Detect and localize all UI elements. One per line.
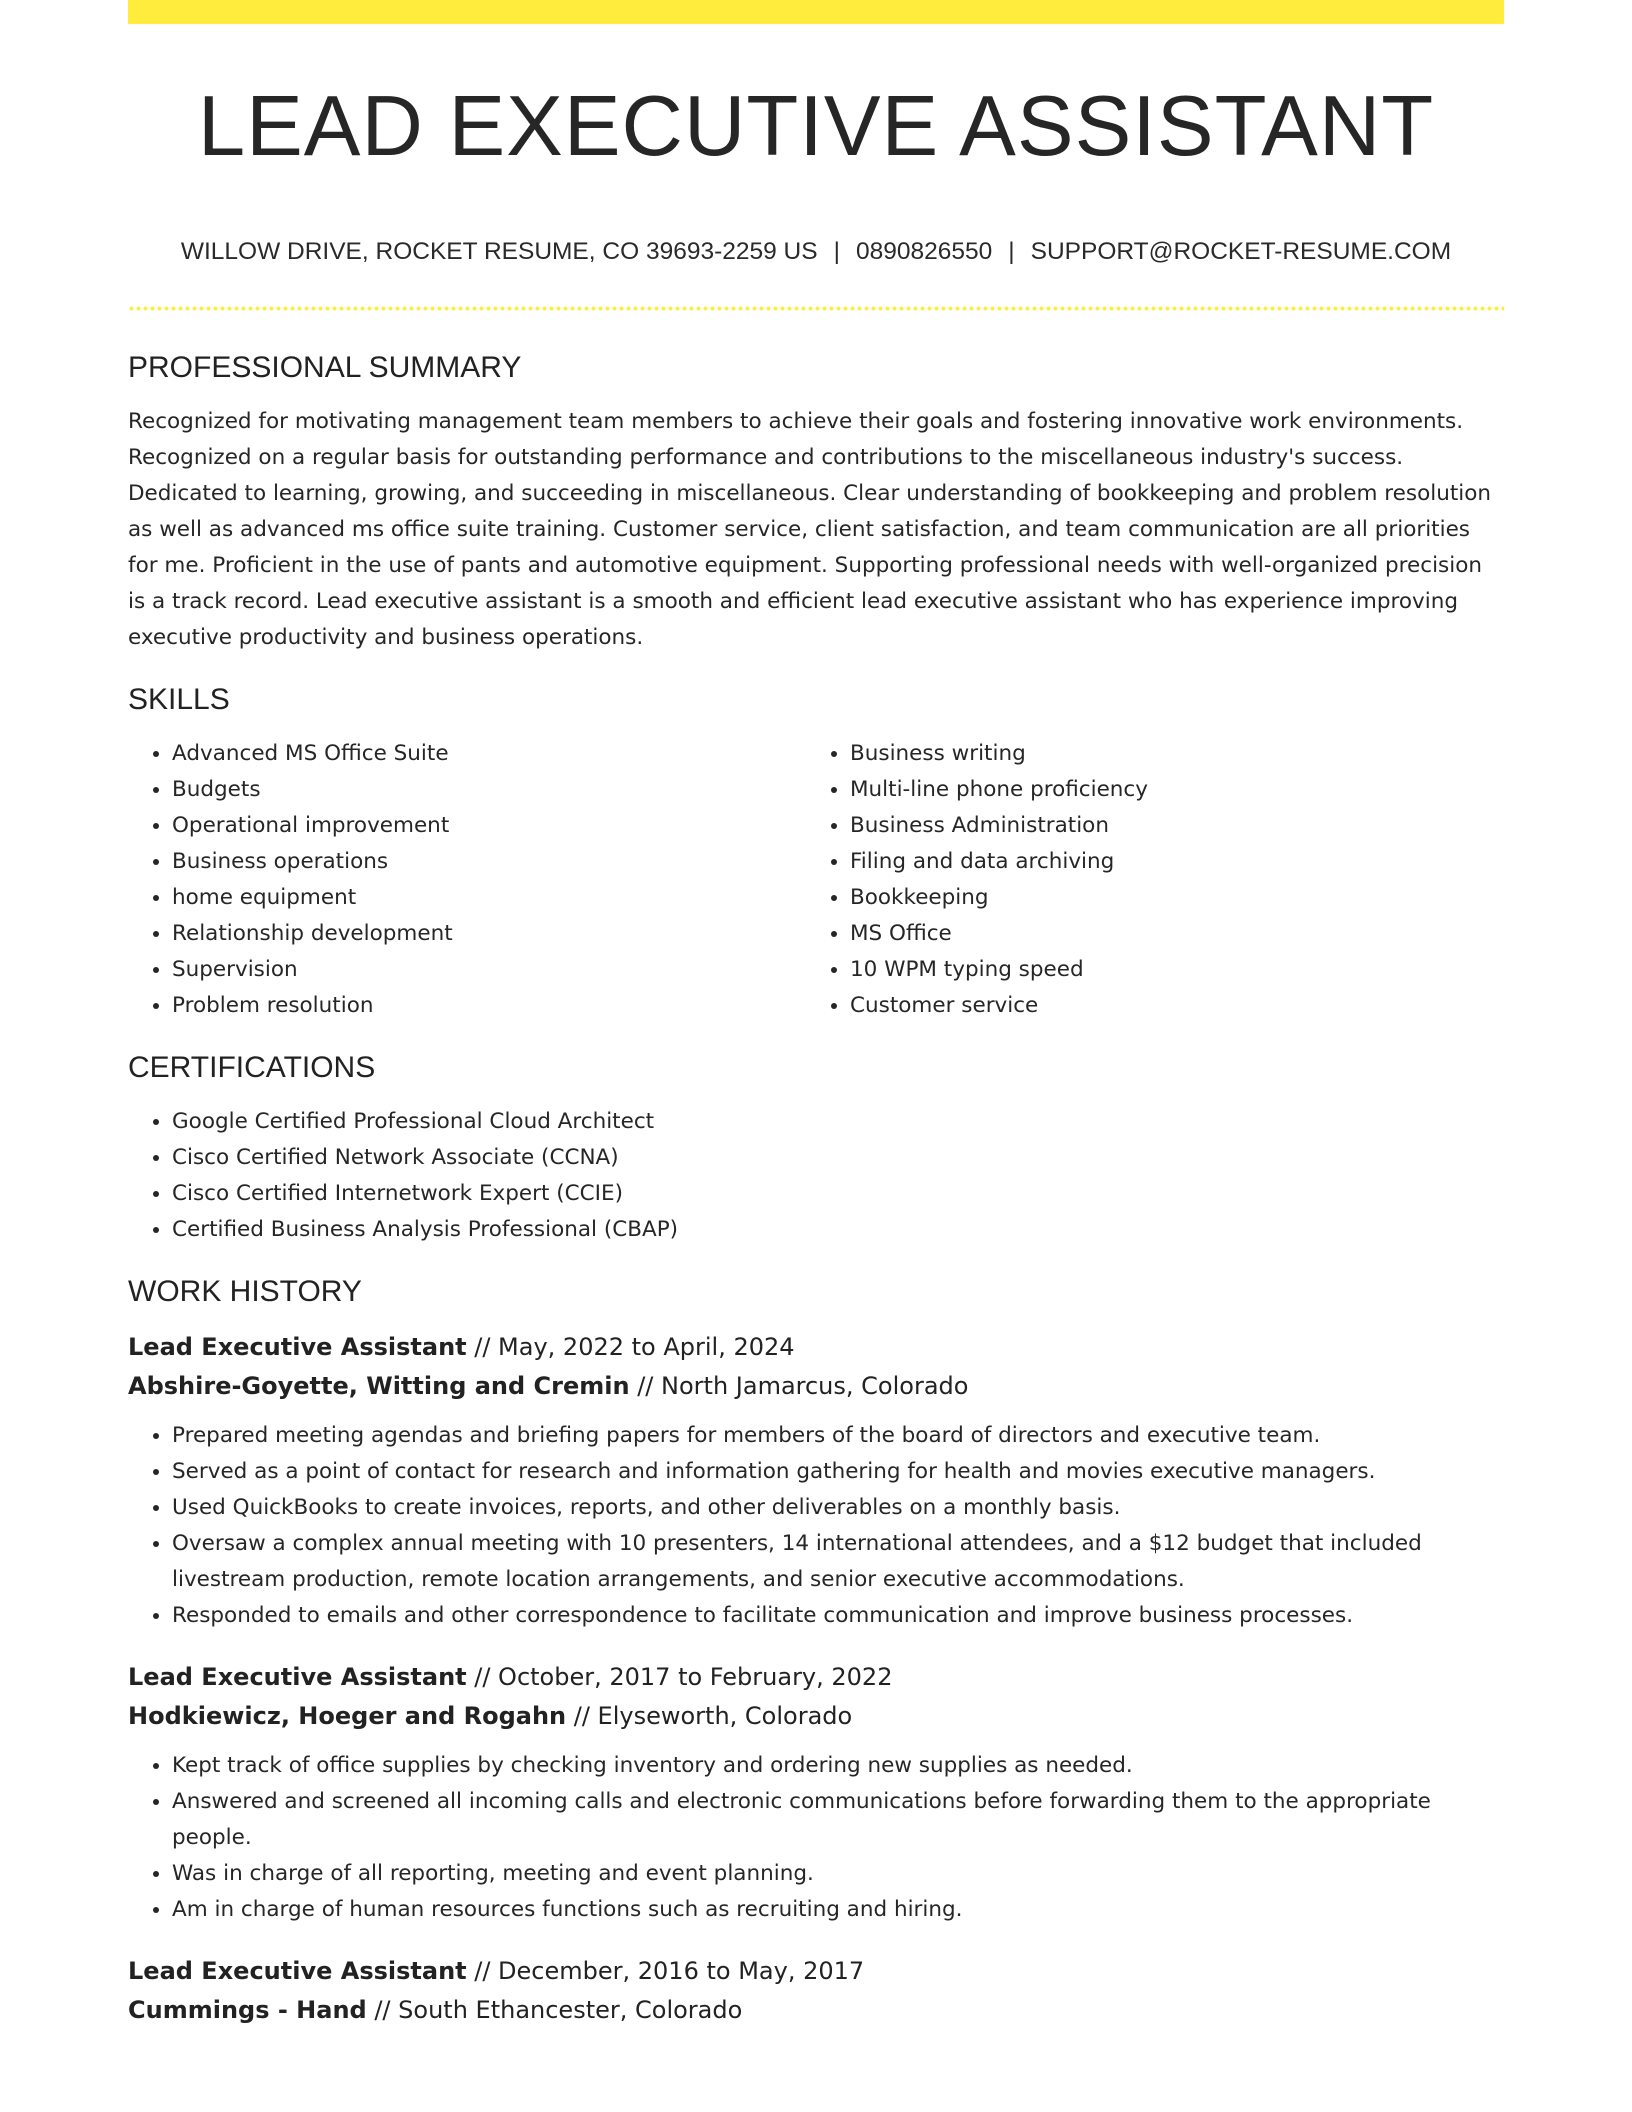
skill-item: • Business operations [172, 844, 806, 880]
job-entry [128, 1658, 1504, 1928]
job-company: Abshire-Goyette, Witting and Cremin [128, 1372, 630, 1400]
contact-separator: | [833, 238, 840, 265]
job-duty: • Responded to emails and other correspondence to facilitate communication and improve business processes. [172, 1598, 1504, 1634]
job-title-line [128, 1658, 1504, 1697]
resume-body [128, 350, 1504, 2054]
job-duty: • Am in charge of human resources functions such as recruiting and hiring. [172, 1892, 1504, 1928]
job-duties-list [128, 1748, 1504, 1928]
contact-email: SUPPORT@ROCKET-RESUME.COM [1030, 238, 1452, 265]
job-title-line [128, 1328, 1504, 1367]
job-location: // North Jamarcus, Colorado [629, 1372, 969, 1400]
job-location: // Elyseworth, Colorado [566, 1702, 853, 1730]
summary-heading: PROFESSIONAL SUMMARY [128, 351, 522, 384]
certifications-section [128, 1050, 1504, 1248]
job-duty: • Kept track of office supplies by checking inventory and ordering new supplies as needed. [172, 1748, 1504, 1784]
resume-title: LEAD EXECUTIVE ASSISTANT [197, 79, 1435, 174]
certifications-list [128, 1104, 1504, 1248]
skill-item: • Business Administration [850, 808, 1484, 844]
job-duty: • Was in charge of all reporting, meeting and event planning. [172, 1856, 1504, 1892]
job-title: Lead Executive Assistant [128, 1957, 467, 1985]
job-title: Lead Executive Assistant [128, 1663, 467, 1691]
skill-item: • Filing and data archiving [850, 844, 1484, 880]
skill-item: • Customer service [850, 988, 1484, 1024]
skill-item: • Bookkeeping [850, 880, 1484, 916]
skill-item: • Supervision [172, 952, 806, 988]
accent-top-bar [128, 0, 1504, 24]
skill-item: • Advanced MS Office Suite [172, 736, 806, 772]
certification-item: • Google Certified Professional Cloud Architect [172, 1104, 1504, 1140]
job-company: Cummings - Hand [128, 1996, 367, 2024]
job-dates: // May, 2022 to April, 2024 [466, 1333, 795, 1361]
job-duty: • Oversaw a complex annual meeting with 10 presenters, 14 international attendees, and a $12 budget that included livestream production, remote location arrangements, and senior executive accommodations. [172, 1526, 1504, 1598]
summary-section [128, 350, 1504, 656]
job-duty: • Answered and screened all incoming calls and electronic communications before forwarding them to the appropriate people. [172, 1784, 1504, 1856]
job-entry [128, 1328, 1504, 1634]
job-duty: • Used QuickBooks to create invoices, reports, and other deliverables on a monthly basis. [172, 1490, 1504, 1526]
skills-heading: SKILLS [128, 683, 230, 716]
skill-item: • Relationship development [172, 916, 806, 952]
skill-item: • Multi-line phone proficiency [850, 772, 1484, 808]
job-duty: • Served as a point of contact for research and information gathering for health and movies executive managers. [172, 1454, 1504, 1490]
job-company-line [128, 1367, 1504, 1406]
skill-item: • home equipment [172, 880, 806, 916]
job-duty: • Prepared meeting agendas and briefing papers for members of the board of directors and executive team. [172, 1418, 1504, 1454]
certification-item: • Certified Business Analysis Professional (CBAP) [172, 1212, 1504, 1248]
job-company: Hodkiewicz, Hoeger and Rogahn [128, 1702, 567, 1730]
work-history-section [128, 1274, 1504, 2030]
job-location: // South Ethancester, Colorado [366, 1996, 743, 2024]
summary-text: Recognized for motivating management team members to achieve their goals and fostering innovative work environments. Recognized on a regular basis for outstanding performance and contributions to the miscellaneous industry's success. Dedicated to learning, growing, and succeeding in miscellaneous. Clear understanding of bookkeeping and problem resolution as well as advanced ms office suite training. Customer service, client satisfaction, and team communication are all priorities for me. Proficient in the use of pants and automotive equipment. Supporting professional needs with well-organized precision is a track record. Lead executive assistant is a smooth and efficient lead executive assistant who has experience improving executive productivity and business operations. [128, 409, 1492, 650]
skills-columns [128, 736, 1504, 1024]
job-entry [128, 1952, 1504, 2030]
skill-item: • Budgets [172, 772, 806, 808]
skills-right-list [806, 736, 1484, 1024]
job-company-line [128, 1697, 1504, 1736]
skill-item: • Problem resolution [172, 988, 806, 1024]
certification-item: • Cisco Certified Network Associate (CCNA) [172, 1140, 1504, 1176]
job-duties-list [128, 1418, 1504, 1634]
skill-item: • Operational improvement [172, 808, 806, 844]
contact-address: WILLOW DRIVE, ROCKET RESUME, CO 39693-2259 US [180, 238, 818, 265]
job-title-line [128, 1952, 1504, 1991]
work-history-heading: WORK HISTORY [128, 1275, 362, 1308]
contact-line [128, 238, 1504, 266]
certifications-heading: CERTIFICATIONS [128, 1051, 376, 1084]
skill-item: • MS Office [850, 916, 1484, 952]
job-title: Lead Executive Assistant [128, 1333, 467, 1361]
skill-item: • Business writing [850, 736, 1484, 772]
contact-separator: | [1008, 238, 1015, 265]
skills-left-list [128, 736, 806, 1024]
certification-item: • Cisco Certified Internetwork Expert (CCIE) [172, 1176, 1504, 1212]
dotted-divider [128, 306, 1504, 311]
skill-item: • 10 WPM typing speed [850, 952, 1484, 988]
contact-phone: 0890826550 [855, 238, 993, 265]
job-company-line [128, 1991, 1504, 2030]
job-dates: // October, 2017 to February, 2022 [466, 1663, 893, 1691]
skills-section [128, 682, 1504, 1024]
job-dates: // December, 2016 to May, 2017 [466, 1957, 865, 1985]
